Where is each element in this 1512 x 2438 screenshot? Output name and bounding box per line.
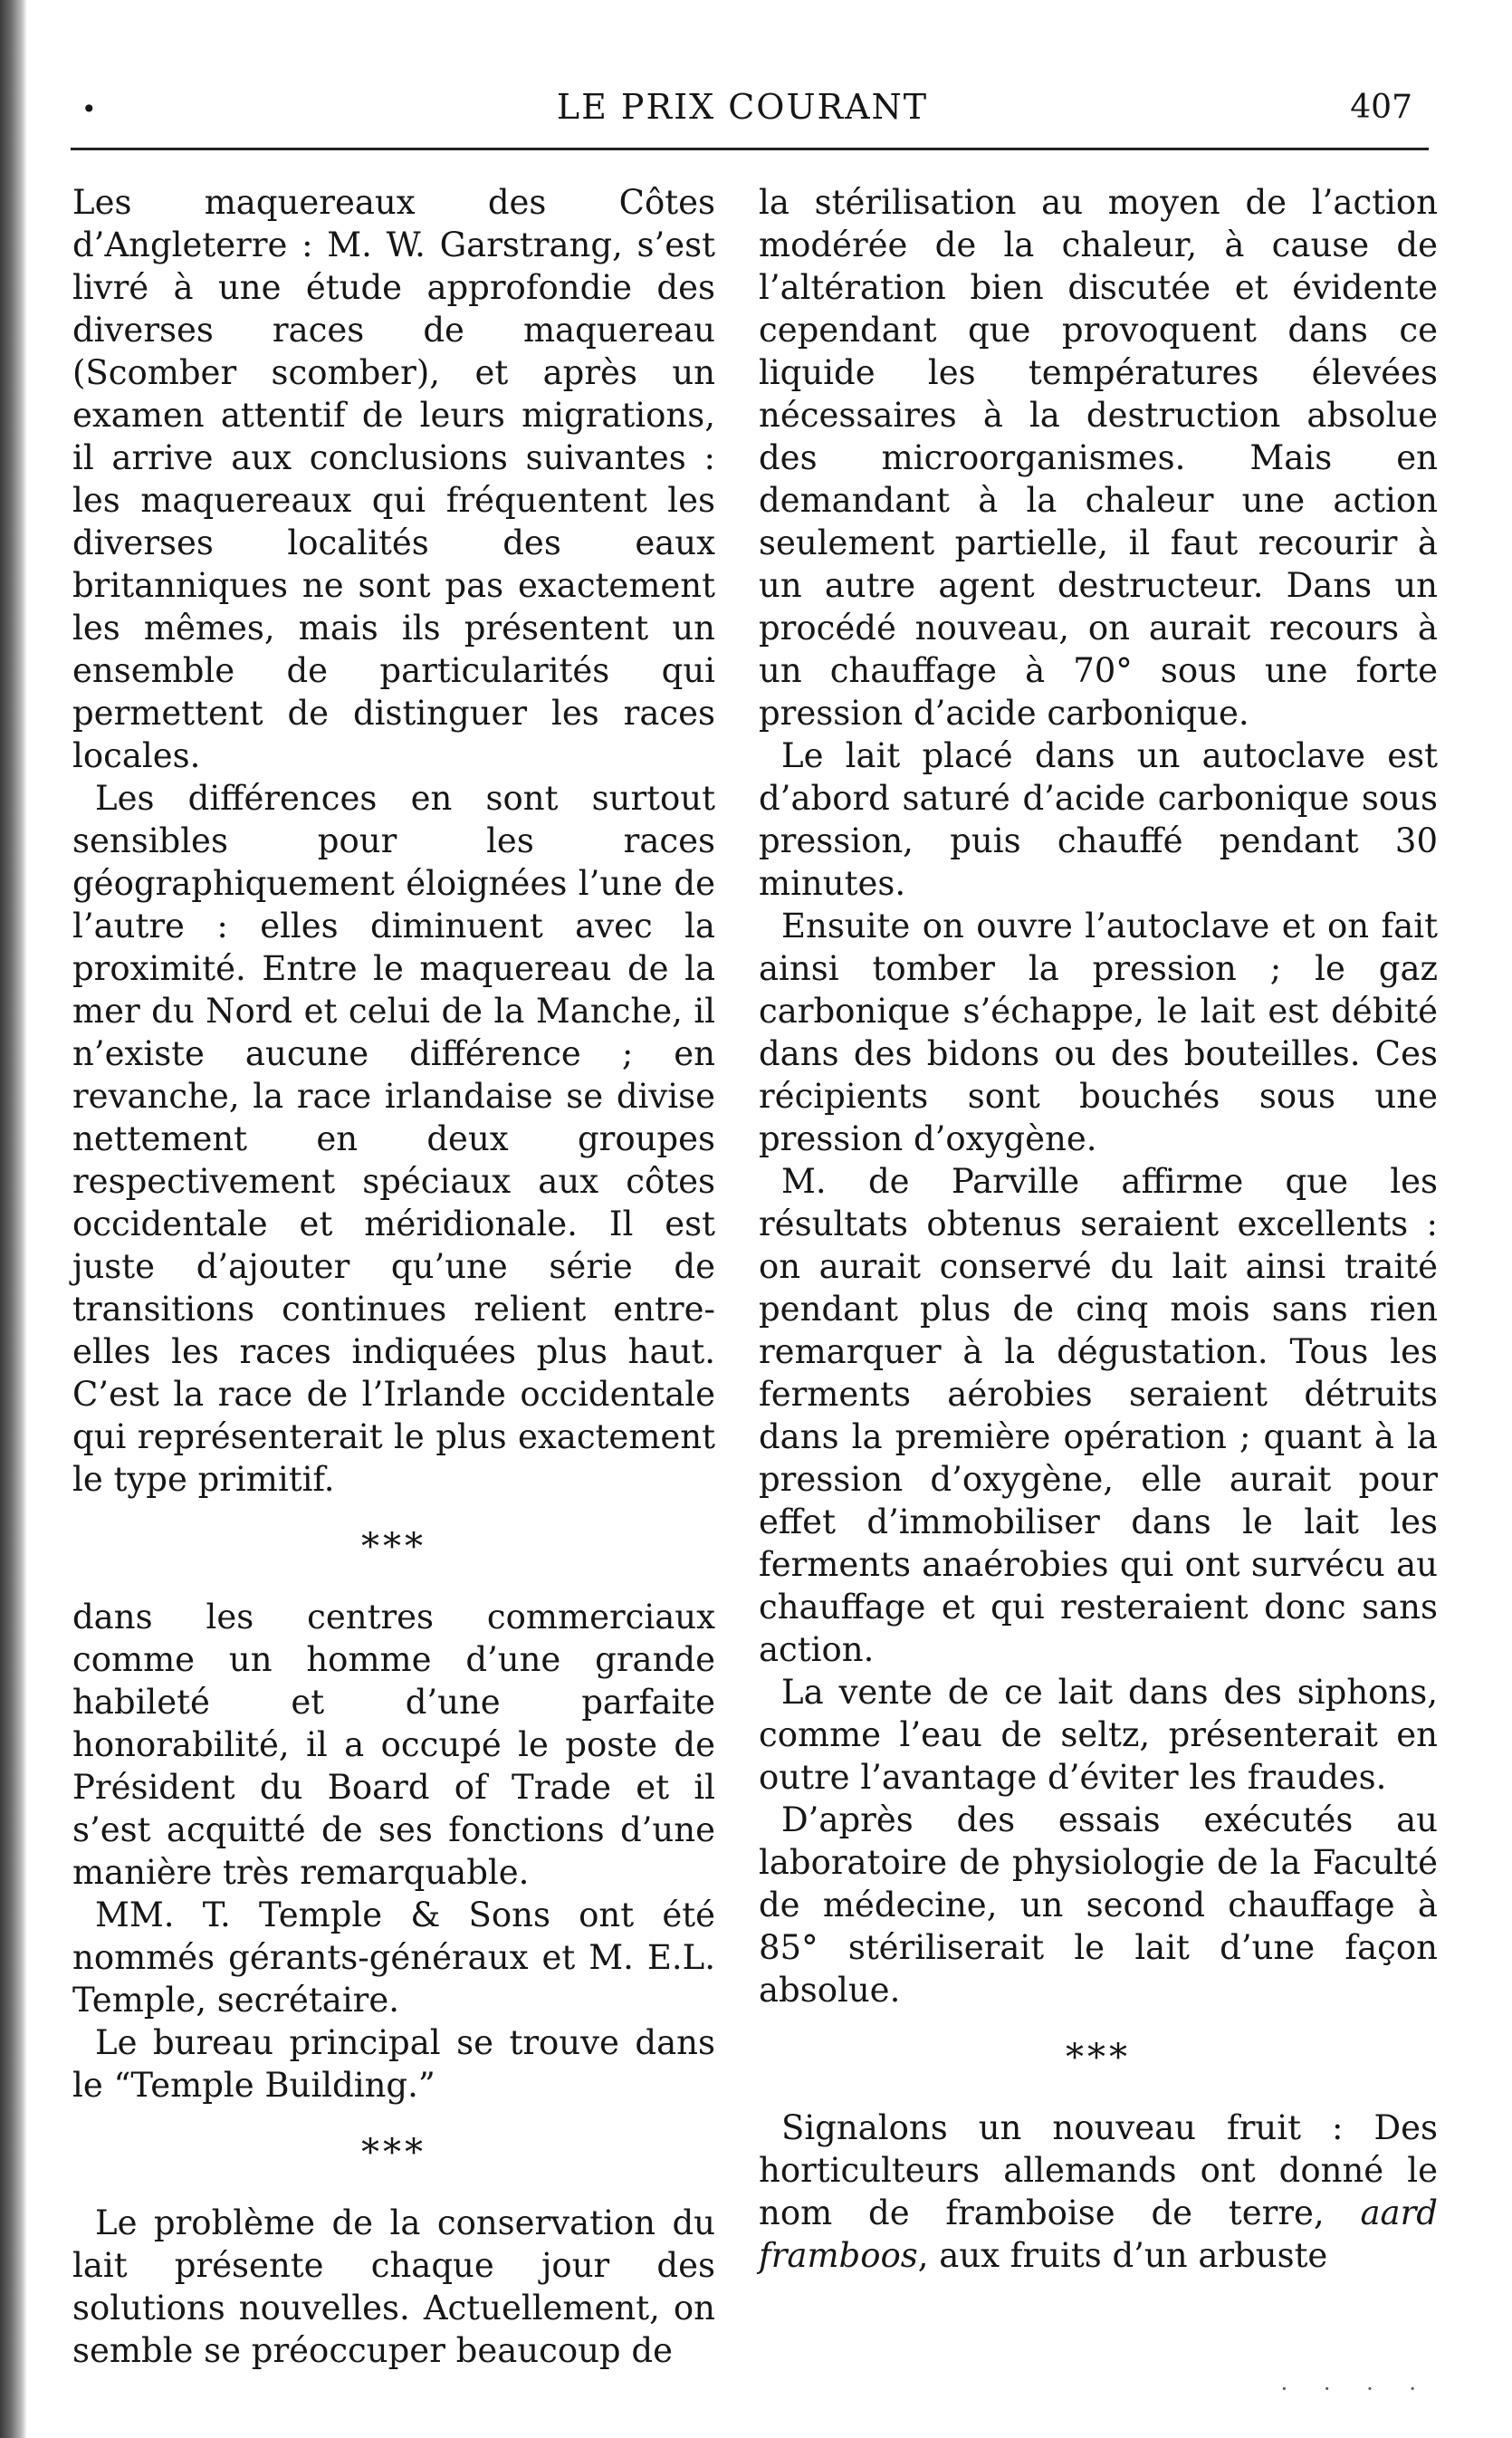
article-milk-autoclave: Le lait placé dans un autoclave est d’abord saturé d’acide carbonique sous pression, puis chauffé pendant 30 minutes. [759,736,1438,903]
header-mark: • [81,94,97,124]
section-separator: *** [361,2132,426,2174]
section-separator: *** [1066,2037,1131,2078]
article-milk-results: M. de Parville affirme que les résultats obtenus seraient excellents : on aurait conservé du lait ainsi traité pendant plus de cinq mois sans rien remarquer à la dégustation. Tous les ferments aérobies seraient détruits dans la première opération ; quant à la pression d’oxygène, elle aurait pour effet d’immobiliser dans le lait les ferments anaérobies qui ont survécu au chauffage et qui resteraient donc sans action. [759,1162,1438,1669]
footer-dots: · · · · [1280,2376,1431,2402]
article-milk-intro: Le problème de la conservation du lait présente chaque jour des solutions nouvelles. Actuellement, on semble se préoccuper beaucoup de [72,2203,715,2370]
left-column [72,181,715,2372]
article-mackerel-differences: Les différences en sont surtout sensibles pour les races géographiquement éloignées l’une de l’autre : elles diminuent avec la proximité. Entre le maquereau de la mer du Nord et celui de la Manche, il n’existe aucune différence ; en revanche, la race irlandaise se divise nettement en deux groupes respectivement spéciaux aux côtes occidentale et méridionale. Il est juste d’ajouter qu’une série de transitions continues relient entre-elles les races indiquées plus haut. C’est la race de l’Irlande occidentale qui représenterait le plus exactement le type primitif. [72,779,715,1499]
running-head [72,87,1412,141]
article-mackerel-intro: Les maquereaux des Côtes d’Angleterre : M. W. Garstrang, s’est livré à une étude approfondie des diverses races de maquereau (Scomber scomber), et après un examen attentif de leurs migrations, il arrive aux conclusions suivantes : les maquereaux qui fréquentent les diverses localités des eaux britanniques ne sont pas exactement les mêmes, mais ils présentent un ensemble de particularités qui permettent de distinguer les races locales. [72,183,715,775]
fruit-name-italic: aard framboos [759,2193,1438,2275]
right-column [759,181,1438,2277]
fruit-text-end: , aux fruits d’un arbuste [917,2236,1328,2275]
article-new-fruit [759,2107,1438,2277]
page-number: 407 [1350,89,1412,126]
section-separator: *** [361,1526,426,1568]
header-rule [71,148,1429,150]
fruit-text-start: Signalons un nouveau fruit : Des horticulteurs allemands ont donné le nom de framboise de terre, [759,2108,1438,2232]
page-binding-edge [0,0,27,2438]
article-temple-office: Le bureau principal se trouve dans le “Temple Building.” [72,2023,715,2105]
article-temple-president: dans les centres commerciaux comme un homme d’une grande habileté et d’une parfaite honorabilité, il a occupé le poste de Président du Board of Trade et il s’est acquitté de ses fonctions d’une manière très remarquable. [72,1598,715,1892]
journal-title: LE PRIX COURANT [556,87,929,127]
article-milk-faculty: D’après des essais exécutés au laboratoire de physiologie de la Faculté de médecine, un second chauffage à 85° stériliserait le lait d’une façon absolue. [759,1800,1438,2010]
article-temple-managers: MM. T. Temple & Sons ont été nommés gérants-généraux et M. E.L. Temple, secrétaire. [72,1896,715,2020]
article-milk-process: Ensuite on ouvre l’autoclave et on fait ainsi tomber la pression ; le gaz carbonique s’échappe, le lait est débité dans des bidons ou des bouteilles. Ces récipients sont bouchés sous une pression d’oxygène. [759,907,1438,1158]
article-milk-sterilization: la stérilisation au moyen de l’action modérée de la chaleur, à cause de l’altération bien discutée et évidente cependant que provoquent dans ce liquide les températures élevées nécessaires à la destruction absolue des microorganismes. Mais en demandant à la chaleur une action seulement partielle, il faut recourir à un autre agent destructeur. Dans un procédé nouveau, on aurait recours à un chauffage à 70° sous une forte pression d’acide carbonique. [759,183,1438,733]
article-milk-siphons: La vente de ce lait dans des siphons, comme l’eau de seltz, présenterait en outre l’avantage d’éviter les fraudes. [759,1673,1438,1797]
